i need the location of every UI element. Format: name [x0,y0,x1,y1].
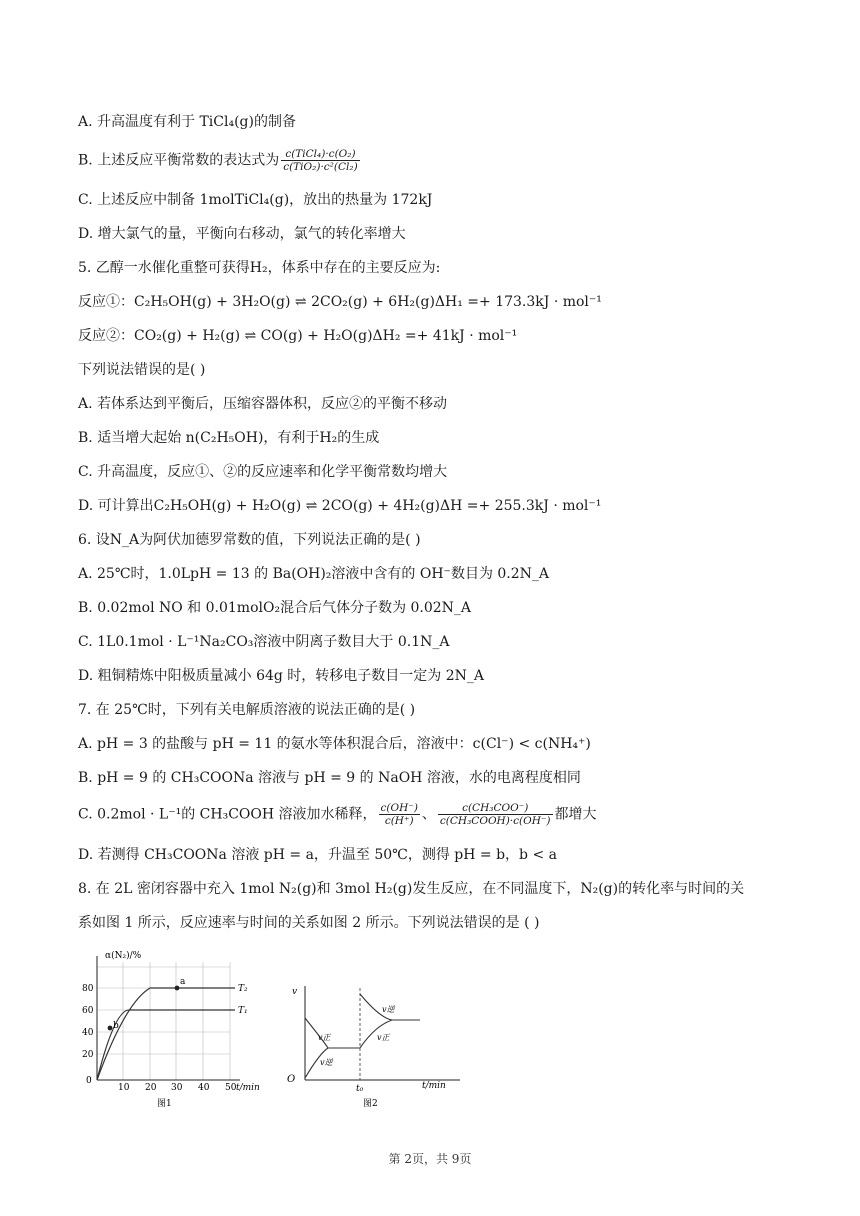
q4-option-b-text: B. 上述反应平衡常数的表达式为 [78,152,280,169]
fig2-x-label: t/min [422,1081,446,1091]
fig1-xtick: 20 [145,1083,157,1093]
q5-reaction-2: 反应②：CO₂(g) + H₂(g) ⇌ CO(g) + H₂O(g)ΔH₂ =+ 41kJ · mol⁻¹ [78,328,518,344]
fig1-ytick: 80 [82,984,94,994]
q7-option-c-prefix: C. 0.2mol · L⁻¹的 CH₃COOH 溶液加水稀释， [78,806,377,823]
equilibrium-constant-fraction [281,148,359,173]
q7-option-a: A. pH = 3 的盐酸与 pH = 11 的氨水等体积混合后，溶液中：c(Cl⁻) < c(NH₄⁺) [78,736,591,752]
fraction-denominator: c(TiO₂)·c²(Cl₂) [283,161,358,173]
q4-option-d: D. 增大氯气的量，平衡向右移动，氯气的转化率增大 [78,226,406,242]
fig1-ytick: 20 [82,1050,94,1060]
fig2-y-label: v [292,987,298,997]
label-v-reverse-1: v逆 [320,1058,333,1067]
ratio-acetate-fraction [438,802,553,827]
fig1-x-label: t/min [236,1083,260,1093]
fraction-numerator: c(TiCl₄)·c(O₂) [281,148,359,161]
fig1-ytick: 0 [86,1076,92,1086]
fig1-xtick: 40 [198,1083,210,1093]
fig1-xtick: 50 [225,1083,237,1093]
label-a: a [180,977,186,987]
q4-option-a: A. 升高温度有利于 TiCl₄(g)的制备 [78,114,296,130]
q8-figures [70,948,490,1118]
q7-option-c-suffix: 都增大 [554,806,597,823]
figure-2-rate-graph [287,986,460,1109]
fig2-caption: 图2 [363,1099,378,1109]
label-t1: T₁ [238,1006,248,1016]
point-b [108,1026,113,1031]
fig1-ytick: 40 [82,1028,94,1038]
q5-stem: 5. 乙醇一水催化重整可获得H₂，体系中存在的主要反应为: [78,260,441,276]
q5-option-d: D. 可计算出C₂H₅OH(g) + H₂O(g) ⇌ 2CO(g) + 4H₂(g)ΔH =+ 255.3kJ · mol⁻¹ [78,498,602,514]
label-v-forward-1: v正 [318,1033,331,1042]
fig1-caption: 图1 [157,1099,172,1109]
q6-option-d: D. 粗铜精炼中阳极质量减小 64g 时，转移电子数目一定为 2N_A [78,668,485,684]
fig1-xtick: 10 [118,1083,130,1093]
fraction-numerator: c(CH₃COO⁻) [438,802,553,815]
t0-label: t₀ [356,1084,364,1094]
q5-option-c: C. 升高温度，反应①、②的反应速率和化学平衡常数均增大 [78,464,448,480]
q6-option-a: A. 25℃时，1.0LpH = 13 的 Ba(OH)₂溶液中含有的 OH⁻数目为 0.2N_A [78,566,550,582]
page-footer: 第 2页，共 9页 [388,1152,472,1166]
label-v-forward-2: v正 [377,1033,390,1042]
q5-option-b: B. 适当增大起始 n(C₂H₅OH)，有利于H₂的生成 [78,430,380,446]
curve-t2 [97,988,235,1080]
fraction-numerator: c(OH⁻) [380,802,418,814]
q6-option-c: C. 1L0.1mol · L⁻¹Na₂CO₃溶液中阴离子数目大于 0.1N_A [78,634,450,650]
q6-stem: 6. 设N_A为阿伏加德罗常数的值，下列说法正确的是( ) [78,532,421,548]
fig1-y-label: α(N₂)/% [105,951,142,961]
q4-option-c: C. 上述反应中制备 1molTiCl₄(g)，放出的热量为 172kJ [78,192,433,208]
q8-stem-line-2: 系如图 1 所示，反应速率与时间的关系如图 2 所示。下列说法错误的是 ( ) [78,915,540,931]
ratio-oh-h-fraction [379,802,420,827]
fig1-xtick: 30 [171,1083,183,1093]
v-forward-curve-1 [305,1018,360,1048]
fraction-denominator: c(CH₃COOH)·c(OH⁻) [439,815,551,827]
q5-reaction-1: 反应①：C₂H₅OH(g) + 3H₂O(g) ⇌ 2CO₂(g) + 6H₂(g)ΔH₁ =+ 173.3kJ · mol⁻¹ [78,294,602,310]
q7-stem: 7. 在 25℃时，下列有关电解质溶液的说法正确的是( ) [78,702,416,718]
label-b: b [113,1021,119,1031]
fig2-origin: O [287,1074,296,1085]
label-t2: T₂ [238,984,248,994]
figure-1-conversion-graph [82,950,260,1109]
q7-option-c [78,802,798,827]
q5-option-a: A. 若体系达到平衡后，压缩容器体积，反应②的平衡不移动 [78,396,448,412]
q5-ask: 下列说法错误的是( ) [78,362,206,378]
label-v-reverse-2: v逆 [382,1005,395,1014]
q8-stem-line-1: 8. 在 2L 密闭容器中充入 1mol N₂(g)和 3mol H₂(g)发生反应，在不同温度下，N₂(g)的转化率与时间的关 [78,881,745,897]
q7-option-b: B. pH = 9 的 CH₃COONa 溶液与 pH = 9 的 NaOH 溶液，水的电离程度相同 [78,770,581,786]
q4-option-b [78,148,798,173]
fig1-ytick: 60 [82,1006,94,1016]
q6-option-b: B. 0.02mol NO 和 0.01molO₂混合后气体分子数为 0.02N_A [78,600,472,616]
q7-option-c-separator: 、 [421,806,436,823]
point-a [175,986,180,991]
fraction-denominator: c(H⁺) [384,815,414,827]
q7-option-d: D. 若测得 CH₃COONa 溶液 pH = a，升温至 50℃，测得 pH = b，b < a [78,847,558,863]
